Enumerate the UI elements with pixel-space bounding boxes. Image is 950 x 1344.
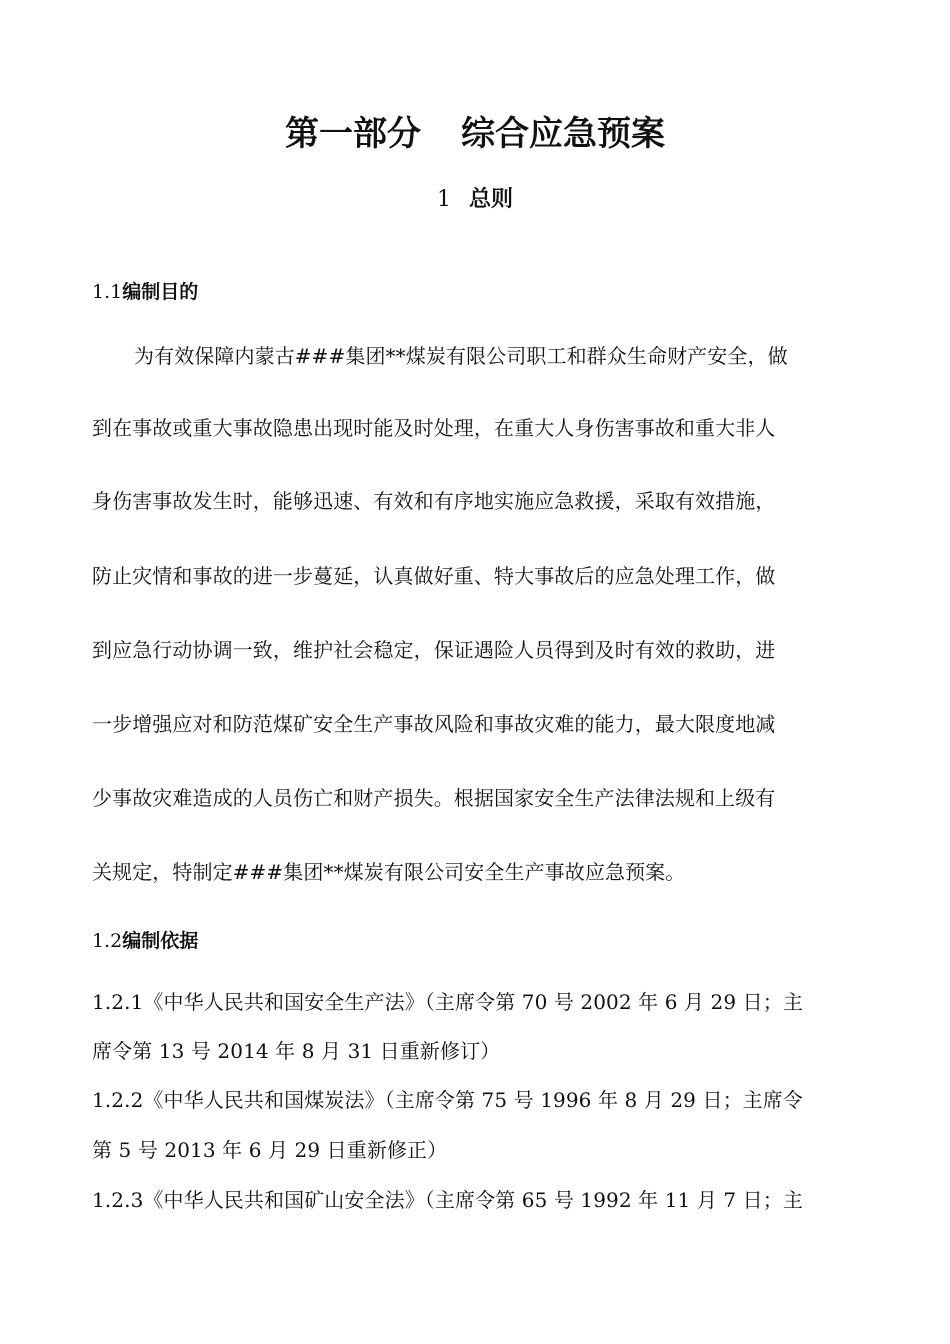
paragraph-line: 到在事故或重大事故隐患出现时能及时处理，在重大人身伤害事故和重大非人 [92,416,776,440]
chapter-number: 1 [436,187,451,212]
section-heading-1-1: 1.1编制目的 [92,281,199,303]
paragraph-line: 到应急行动协调一致，维护社会稳定，保证遇险人员得到及时有效的救助，进 [92,638,776,662]
title-name: 综合应急预案 [461,114,665,154]
chapter-heading [0,182,950,213]
paragraph-line: 少事故灾难造成的人员伤亡和财产损失。根据国家安全生产法律法规和上级有 [92,786,776,810]
paragraph-line: 一步增强应对和防范煤矿安全生产事故风险和事故灾难的能力，最大限度地减 [92,712,776,736]
reference-line: 席令第 13 号 2014 年 8 月 31 日重新修订） [92,1039,501,1063]
title-part: 第一部分 [285,114,421,154]
chapter-title: 总则 [468,187,513,212]
paragraph-line: 关规定，特制定###集团**煤炭有限公司安全生产事故应急预案。 [92,860,686,884]
reference-line: 1.2.1《中华人民共和国安全生产法》（主席令第 70 号 2002 年 6 月 29 日；主 [92,990,803,1014]
paragraph-line: 为有效保障内蒙古###集团**煤炭有限公司职工和群众生命财产安全，做 [134,344,788,368]
page-title [0,106,950,155]
reference-line: 1.2.2《中华人民共和国煤炭法》（主席令第 75 号 1996 年 8 月 29 日；主席令 [92,1088,803,1112]
reference-line: 第 5 号 2013 年 6 月 29 日重新修正） [92,1138,448,1162]
paragraph-line: 防止灾情和事故的进一步蔓延，认真做好重、特大事故后的应急处理工作，做 [92,564,776,588]
paragraph-line: 身伤害事故发生时，能够迅速、有效和有序地实施应急救援，采取有效措施， [92,489,776,513]
reference-line: 1.2.3《中华人民共和国矿山安全法》（主席令第 65 号 1992 年 11 月 7 日；主 [92,1188,803,1212]
section-heading-1-2: 1.2编制依据 [92,930,199,952]
